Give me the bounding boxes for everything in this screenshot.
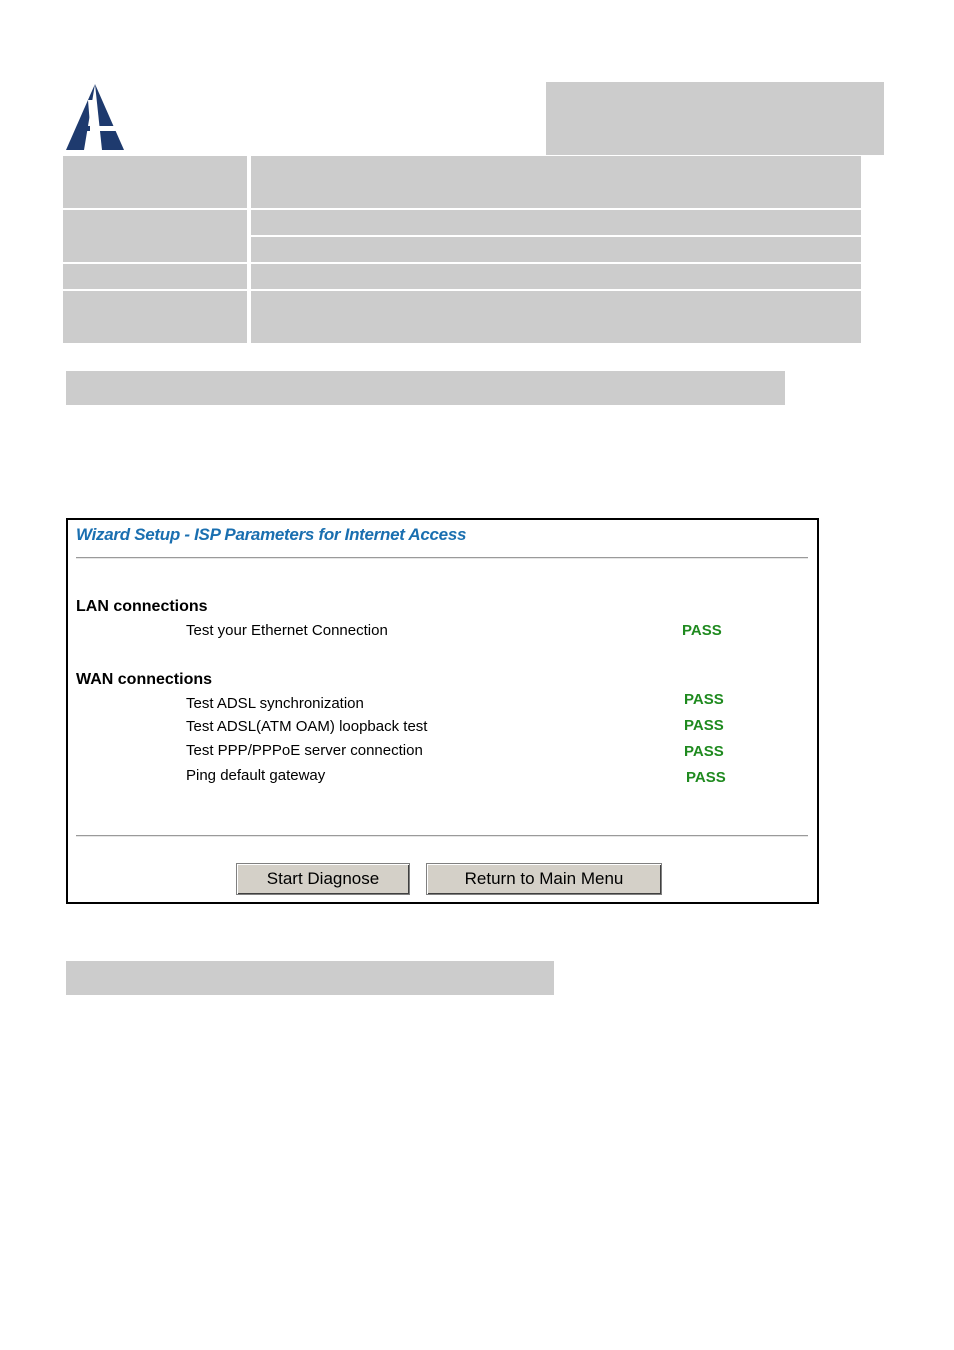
test-label: Test PPP/PPPoE server connection [186, 742, 423, 759]
table-cell [251, 210, 861, 235]
start-diagnose-button[interactable]: Start Diagnose [236, 863, 410, 895]
table-cell [63, 156, 247, 208]
company-logo-icon [64, 82, 126, 152]
return-to-main-menu-button[interactable]: Return to Main Menu [426, 863, 662, 895]
header-title-box [546, 82, 884, 155]
table-cell [251, 156, 861, 208]
test-label: Test ADSL(ATM OAM) loopback test [186, 718, 428, 735]
table-cell [63, 264, 247, 289]
test-result: PASS [684, 691, 724, 708]
section-heading-bar [66, 961, 554, 995]
table-cell [63, 210, 247, 262]
lan-connections-heading: LAN connections [76, 598, 208, 615]
table-cell [251, 291, 861, 343]
divider [76, 835, 808, 837]
table-cell [251, 237, 861, 262]
test-result: PASS [684, 743, 724, 760]
wan-connections-heading: WAN connections [76, 671, 213, 688]
table-cell [251, 264, 861, 289]
table-cell [63, 291, 247, 343]
test-result: PASS [686, 769, 726, 786]
test-label: Test your Ethernet Connection [186, 622, 388, 639]
test-result: PASS [682, 622, 722, 639]
wizard-diagnose-panel [66, 518, 819, 904]
test-label: Ping default gateway [186, 767, 326, 784]
panel-title: Wizard Setup - ISP Parameters for Internet Access [76, 525, 467, 544]
header-info-table [63, 156, 861, 343]
test-label: Test ADSL synchronization [186, 695, 364, 712]
test-result: PASS [684, 717, 724, 734]
divider [76, 557, 808, 559]
section-heading-bar [66, 371, 785, 405]
